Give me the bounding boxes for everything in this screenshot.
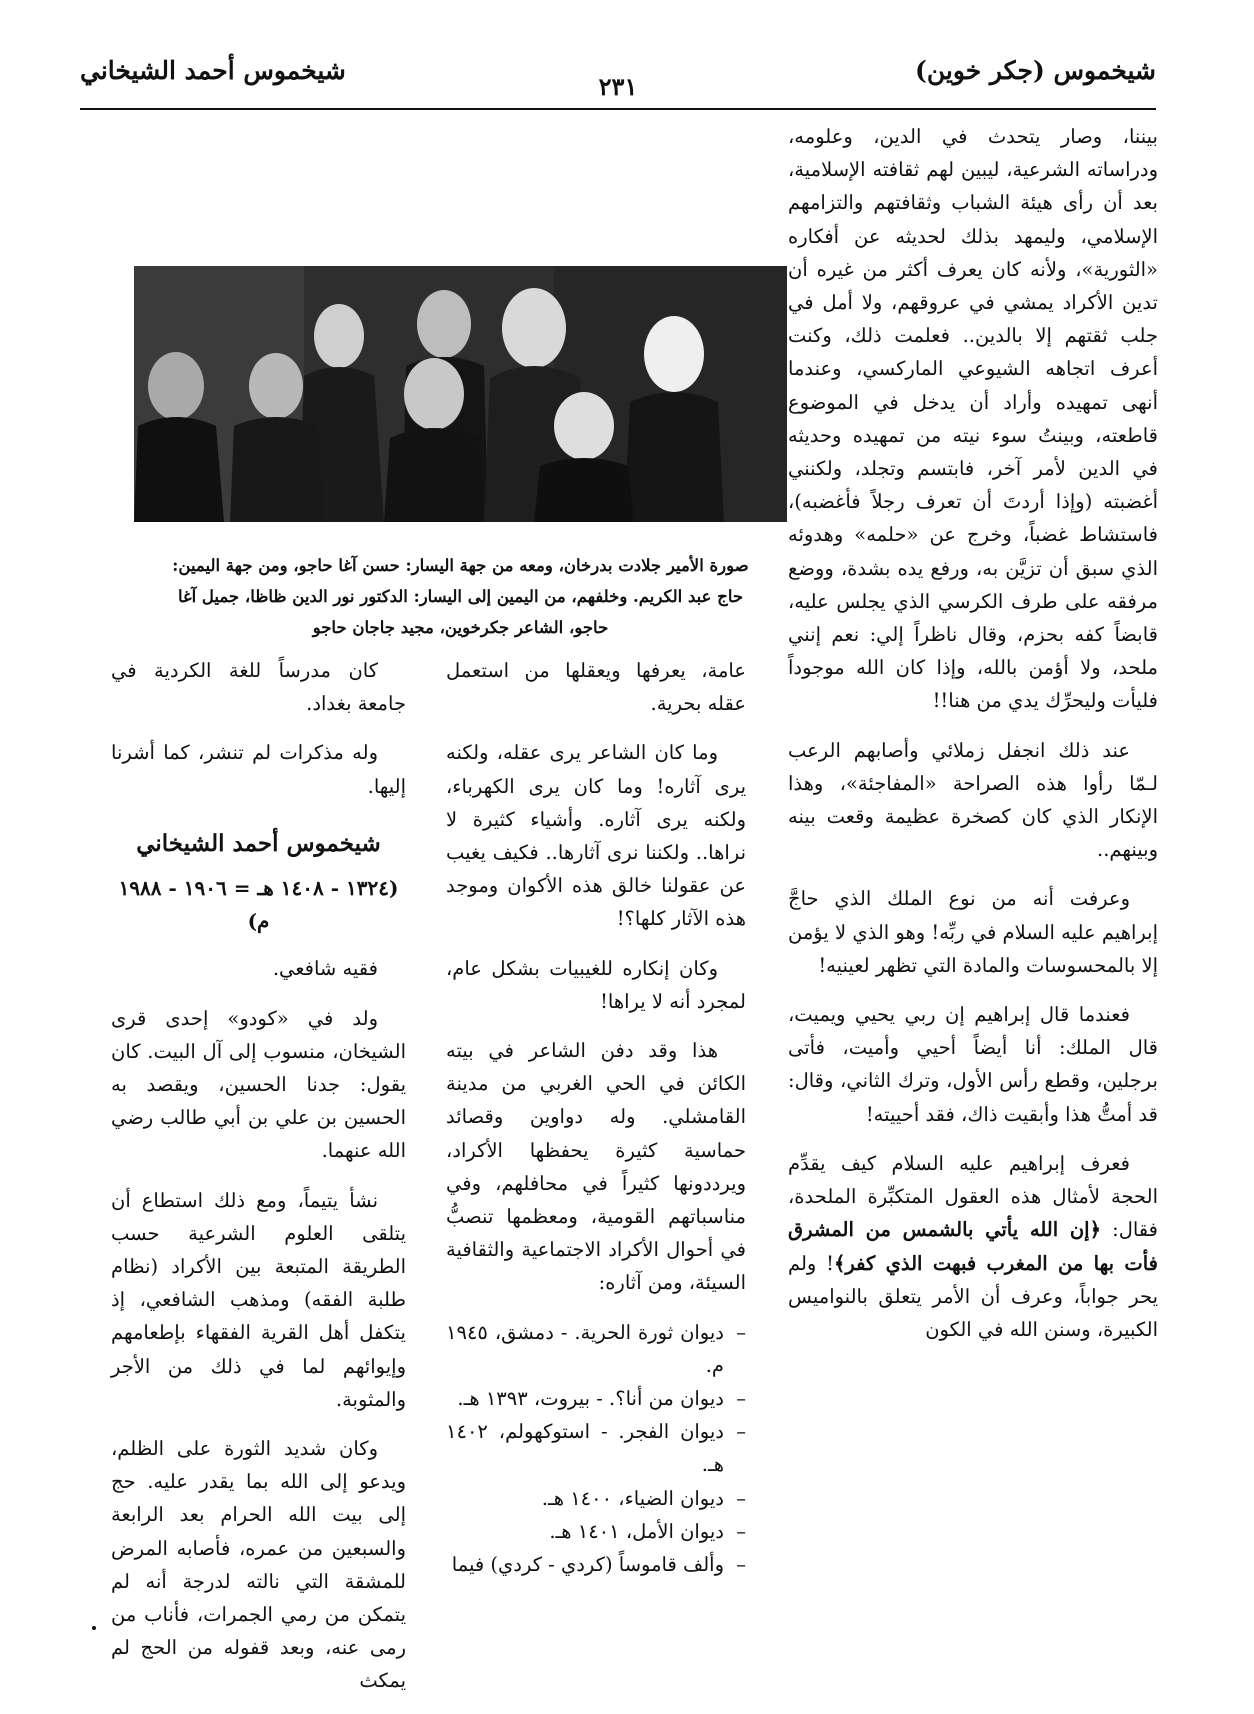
scan-speck: [92, 1626, 96, 1630]
page-number: ٢٣١: [598, 72, 638, 101]
list-item: – ديوان من أنا؟. - بيروت، ١٣٩٣ هـ.: [446, 1382, 746, 1415]
paragraph: بيننا، وصار يتحدث في الدين، وعلومه، ودراساته الشرعية، ليبين لهم ثقافته الإسلامية، بعد أن رأى هيئة الشباب وثقافتهم والتزامهم الإسلامي، وليمهد بذلك لحديثه عن أفكاره «الثورية»، ولأنه كان يعرف أكثر من غيره أن تدين الأكراد يمشي في عروقهم، ولا أمل في جلب ثقتهم إلا بالدين.. فعلمت ذلك، وكنت أعرف اتجاهه الشيوعي الماركسي، وعندما أنهى تمهيده وأراد أن يدخل في الموضوع قاطعته، وبينتُ سوء نيته من تمهيده وحديثه في الدين لأمر آخر، فابتسم وتجلد، ولكنني أغضبته (وإذا أردتَ أن تعرف رجلاً فأغضبه)، فاستشاط غضباً، وخرج عن «حلمه» وهدوئه الذي سبق أن تزيَّن به، ورفع يده بشدة، ووضع مرفقه على طرف الكرسي الذي يجلس عليه، قابضاً كفه بحزم، وقال ناظراً إلي: نعم إنني ملحد، ولا أؤمن بالله، وإذا كان الله موجوداً فليأت وليحرِّك يدي من هنا!!: [788, 125, 1158, 713]
group-photo-image: [134, 266, 787, 522]
page-header: [80, 52, 1156, 101]
paragraph: وكان شديد الثورة على الظلم، ويدعو إلى الله بما يقدر عليه. حج إلى بيت الله الحرام بعد الرابعة والسبعين من عمره، فأصابه المرض للمشقة التي نالته لدرجة أنه لم يتمكن من رمي الجمرات، فأناب من رمى عنه، وبعد قفوله من الحج لم يمكث: [111, 1437, 406, 1693]
list-item: – ديوان الأمل، ١٤٠١ هـ.: [446, 1515, 746, 1548]
middle-column: [446, 654, 746, 1597]
paragraph: هذا وقد دفن الشاعر في بيته الكائن في الحي الغربي من مدينة القامشلي. وله دواوين وقصائد حماسية كثيرة يحفظها الأكراد، ويرددونها كثيراً في محافلهم، وفي مناسباتهم القومية، ومعظمها تنصبُّ في أحوال الأكراد الاجتماعية والثقافية السيئة، ومن آثاره:: [446, 1039, 746, 1295]
caption-line: صورة الأمير جلادت بدرخان، ومعه من جهة اليسار: حسن آغا حاجو، ومن جهة اليمين:: [172, 556, 749, 575]
paragraph: نشأ يتيماً، ومع ذلك استطاع أن يتلقى العلوم الشرعية حسب الطريقة المتبعة بين الأكراد (نظام طلبة الفقه) ومذهب الشافعي، إذ يتكفل أهل القرية الفقهاء بإطعامهم وإيوائهم لما في ذلك من الأجر والمثوبة.: [111, 1188, 406, 1411]
caption-line: حاج عبد الكريم. وخلفهم، من اليمين إلى اليسار: الدكتور نور الدين ظاظا، جميل آغا: [177, 587, 744, 606]
list-item: – وألف قاموساً (كردي - كردي) فيما: [446, 1548, 746, 1581]
paragraph: وكان إنكاره للغيبيات بشكل عام، لمجرد أنه لا يراها!: [446, 956, 746, 1013]
left-column: [111, 654, 406, 1714]
paragraph: عند ذلك انجفل زملائي وأصابهم الرعب لـمّا رأوا هذه الصراحة «المفاجئة»، وهذا الإنكار الذي كان كصخرة عظيمة وقعت بينه وبينهم..: [788, 738, 1158, 862]
section-years: (١٣٢٤ - ١٤٠٨ هـ = ١٩٠٦ - ١٩٨٨ م): [118, 876, 399, 934]
running-title-left: شيخموس أحمد الشيخاني: [80, 56, 346, 85]
paragraph: فعندما قال إبراهيم إن ربي يحيي ويميت، قال الملك: أنا أيضاً أحيي وأميت، فأتى برجلين، وقطع رأس الأول، وترك الثاني، وقال: قد أمتُّ هذا وأبقيت ذاك، فقد أحييته!: [788, 1003, 1158, 1126]
paragraph-text: فعرف إبراهيم عليه السلام كيف يقدِّم الحجة لأمثال هذه العقول المتكبِّرة الملحدة، فقال:: [788, 1151, 1158, 1242]
paragraph: وله مذكرات لم تنشر، كما أشرنا إليها.: [111, 741, 406, 798]
paragraph-text: ! ولم يحر جواباً، وعرف أن الأمر يتعلق بالنواميس الكبيرة، وسنن الله في الكون: [788, 1251, 1158, 1341]
paragraph: فقيه شافعي.: [272, 957, 378, 981]
works-list: [446, 1316, 746, 1582]
paragraph: عامة، يعرفها ويعقلها من استعمل عقله بحرية.: [446, 659, 746, 716]
header-rule: [80, 108, 1156, 110]
paragraph: وما كان الشاعر يرى عقله، ولكنه يرى آثاره! وما كان يرى الكهرباء، ولكنه يرى آثاره. وأشياء كثيرة لا نراها.. ولكننا نرى آثارها.. فكيف يغيب عن عقولنا خالق هذه الأكوان وموجد هذه الآثار كلها؟!: [446, 741, 746, 931]
paragraph: ولد في «كودو» إحدى قرى الشيخان، منسوب إلى آل البيت. كان يقول: جدنا الحسين، ويقصد به الحسين بن علي بن أبي طالب رضي الله عنهما.: [111, 1006, 406, 1163]
list-item: – ديوان الضياء، ١٤٠٠ هـ.: [446, 1482, 746, 1515]
paragraph: وعرفت أنه من نوع الملك الذي حاجَّ إبراهيم عليه السلام في ربِّه! وهو الذي لا يؤمن إلا بالمحسوسات والمادة التي تظهر لعينيه!: [788, 887, 1158, 977]
paragraph: كان مدرساً للغة الكردية في جامعة بغداد.: [111, 659, 406, 716]
list-item: – ديوان الفجر. - استوكهولم، ١٤٠٢ هـ.: [446, 1415, 746, 1481]
caption-line: حاجو، الشاعر جكرخوين، مجيد جاجان حاجو: [312, 618, 609, 637]
running-title-right: شيخموس (جكر خوين): [915, 56, 1156, 85]
list-item: – ديوان ثورة الحرية. - دمشق، ١٩٤٥ م.: [446, 1316, 746, 1382]
group-photo: [134, 266, 787, 522]
photo-caption: [118, 550, 803, 643]
quran-verse: ﴿إن الله يأتي بالشمس من المشرق فأت بها من المغرب فبهت الذي كفر﴾: [788, 1218, 1158, 1275]
paragraph: [788, 1147, 1158, 1346]
section-title: شيخموس أحمد الشيخاني: [136, 829, 381, 857]
right-column: [788, 120, 1158, 1362]
